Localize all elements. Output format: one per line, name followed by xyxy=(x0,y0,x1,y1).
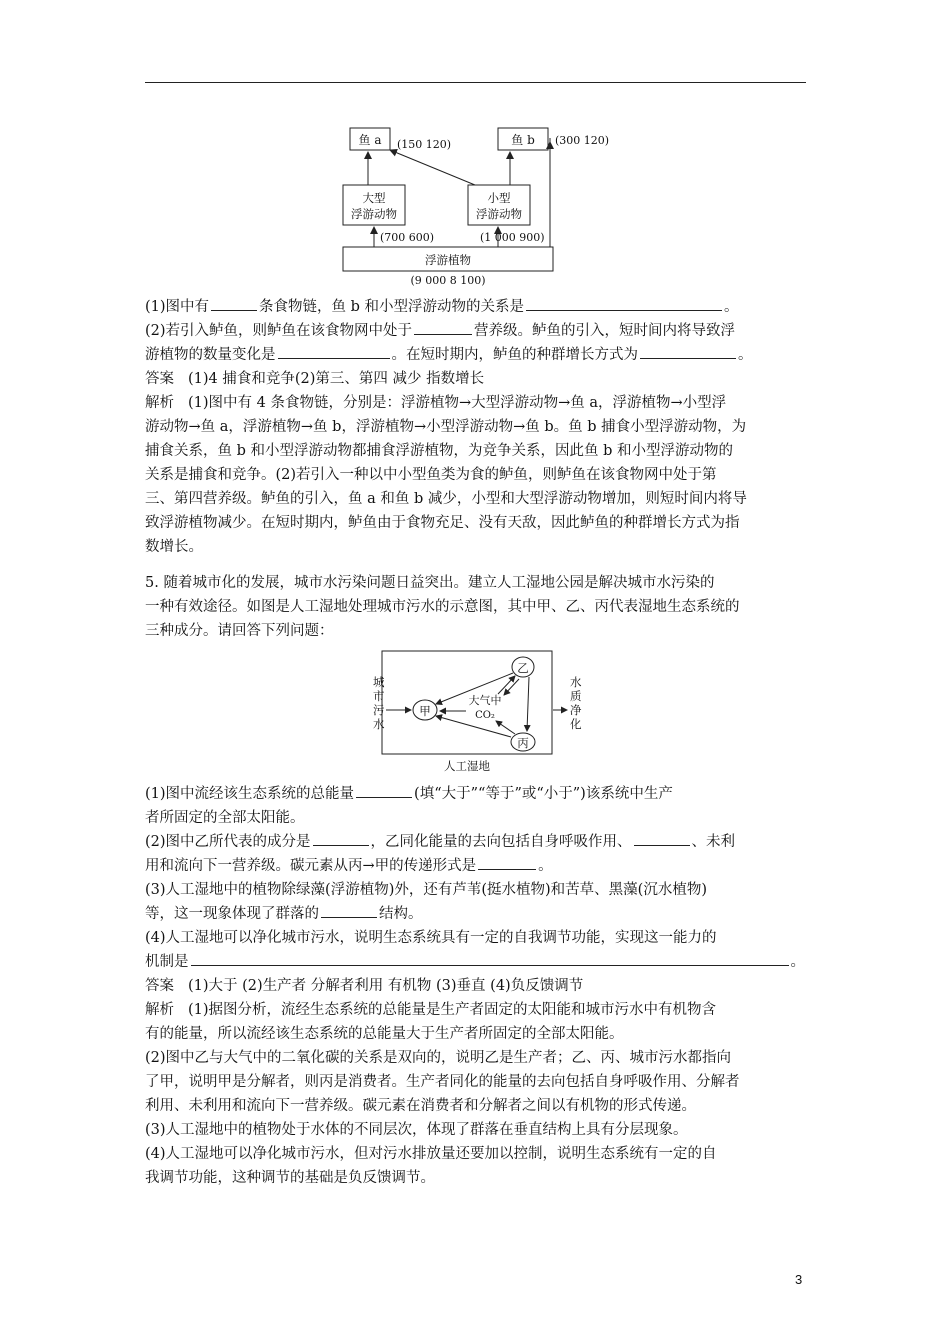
right-label-char: 质 xyxy=(570,689,582,703)
q5-intro-line: 5. 随着城市化的发展，城市水污染问题日益突出。建立人工湿地公园是解决城市水污染的 xyxy=(145,575,715,591)
q4-analysis-line: 游动物→鱼 a，浮游植物→鱼 b，浮游植物→小型浮游动物→鱼 b。鱼 b 捕食小型浮游动物，为 xyxy=(145,419,747,435)
q5-analysis-line: (4)人工湿地可以净化城市污水，但对污水排放量还要加以控制，说明生态系统有一定的自 xyxy=(145,1146,717,1162)
blank-chain-count[interactable] xyxy=(211,296,257,311)
left-label-char: 城 xyxy=(373,675,385,689)
blank-yi-component[interactable] xyxy=(313,831,369,846)
arrow-bing-to-co2 xyxy=(496,721,515,734)
q5-s2-line2: 用和流向下一营养级。碳元素从丙→甲的传递形式是 。 xyxy=(145,855,815,878)
large-zoo-l1: 大型 xyxy=(362,191,386,205)
node-yi-label: 乙 xyxy=(517,661,529,675)
q4-line3: 游植物的数量变化是 。在短时期内，鲈鱼的种群增长方式为 。 xyxy=(145,344,815,367)
q4-line2: (2)若引入鲈鱼，则鲈鱼在该食物网中处于 营养级。鲈鱼的引入，短时间内将导致浮 xyxy=(145,320,815,343)
small-zoo-values: (1 000 900) xyxy=(480,231,545,244)
q5-intro-line: 一种有效途径。如图是人工湿地处理城市污水的示意图，其中甲、乙、丙代表湿地生态系统的 xyxy=(145,599,740,615)
q5-analysis-line: (3)人工湿地中的植物处于水体的不同层次，体现了群落在垂直结构上具有分层现象。 xyxy=(145,1122,688,1138)
blank-quantity-change[interactable] xyxy=(278,344,390,359)
q5-answer: 答案 (1)大于 (2)生产者 分解者利用 有机物 (3)垂直 (4)负反馈调节 xyxy=(145,978,584,994)
q4-analysis-line: 关系是捕食和竞争。(2)若引入一种以中小型鱼类为食的鲈鱼，则鲈鱼在该食物网中处于第 xyxy=(145,467,717,483)
wetland-caption: 人工湿地 xyxy=(444,759,490,773)
q5-analysis-line: 解析 (1)据图分析，流经生态系统的总能量是生产者固定的太阳能和城市污水中有机物含 xyxy=(145,1002,717,1018)
q4-analysis-line: 数增长。 xyxy=(145,539,203,555)
arrow-small-to-fish-a xyxy=(390,150,475,185)
right-label-char: 化 xyxy=(570,717,582,731)
q5-s4-line1: (4)人工湿地可以净化城市污水，说明生态系统具有一定的自我调节功能，实现这一能力的 xyxy=(145,930,717,946)
q5-s1-line1: (1)图中流经该生态系统的总能量 (填“大于”“等于”或“小于”)该系统中生产 xyxy=(145,783,815,806)
food-web-diagram xyxy=(335,120,625,290)
q5-intro-line: 三种成分。请回答下列问题： xyxy=(145,623,334,639)
left-label-char: 水 xyxy=(373,717,385,731)
node-bing-label: 丙 xyxy=(517,736,529,750)
large-zoo-values: (700 600) xyxy=(380,231,435,244)
q5-s3-line1: (3)人工湿地中的植物除绿藻(浮游植物)外，还有芦苇(挺水植物)和苦草、黑藻(沉水植物) xyxy=(145,882,707,898)
q5-analysis-line: 了甲，说明甲是分解者，则丙是消费者。生产者同化的能量的去向包括自身呼吸作用、分解者 xyxy=(145,1074,740,1090)
large-zoo-l2: 浮游动物 xyxy=(351,207,397,221)
phyto-values: (9 000 8 100) xyxy=(410,274,486,287)
arrow-yi-to-bing xyxy=(527,677,529,731)
q5-s2-line1: (2)图中乙所代表的成分是 ，乙同化能量的去向包括自身呼吸作用、 、未利 xyxy=(145,831,815,854)
blank-growth-mode[interactable] xyxy=(640,344,736,359)
fish-a-values: (150 120) xyxy=(397,138,452,151)
right-label-char: 净 xyxy=(570,703,582,717)
blank-relation[interactable] xyxy=(526,296,722,311)
q4-analysis-line: 捕食关系，鱼 b 和小型浮游动物都捕食浮游植物，为竞争关系，因此鱼 b 和小型浮游动物的 xyxy=(145,443,733,459)
blank-mechanism[interactable] xyxy=(191,951,789,966)
node-jia-label: 甲 xyxy=(419,704,431,718)
q5-analysis-line: 有的能量，所以流经该生态系统的总能量大于生产者所固定的全部太阳能。 xyxy=(145,1026,624,1042)
phyto-label: 浮游植物 xyxy=(425,253,471,267)
q5-s1-line2: 者所固定的全部太阳能。 xyxy=(145,810,305,826)
right-label-char: 水 xyxy=(570,675,582,689)
arrow-yi-to-co2 xyxy=(504,679,519,695)
fish-b-values: (300 120) xyxy=(555,134,610,147)
small-zoo-l1: 小型 xyxy=(487,191,511,205)
q5-analysis-line: 我调节功能，这种调节的基础是负反馈调节。 xyxy=(145,1170,435,1186)
arrow-co2-to-yi xyxy=(498,676,515,694)
small-zoo-l2: 浮游动物 xyxy=(476,207,522,221)
co2-label: CO₂ xyxy=(475,710,495,721)
header-rule xyxy=(145,82,806,83)
q4-analysis-line: 解析 (1)图中有 4 条食物链，分别是：浮游植物→大型浮游动物→鱼 a，浮游植物→小型浮 xyxy=(145,395,727,411)
atmosphere-label: 大气中 xyxy=(468,694,502,707)
q5-analysis-line: (2)图中乙与大气中的二氧化碳的关系是双向的，说明乙是生产者；乙、丙、城市污水都指向 xyxy=(145,1050,732,1066)
q4-answer: 答案 (1)4 捕食和竞争(2)第三、第四 减少 指数增长 xyxy=(145,371,485,387)
q4-analysis-line: 致浮游植物减少。在短时期内，鲈鱼由于食物充足、没有天敌，因此鲈鱼的种群增长方式为指 xyxy=(145,515,740,531)
page-number: 3 xyxy=(795,1272,803,1287)
fish-b-label: 鱼 b xyxy=(511,133,535,147)
q5-s4-line2: 机制是 。 xyxy=(145,951,815,974)
blank-total-energy[interactable] xyxy=(356,783,412,798)
blank-carbon-form[interactable] xyxy=(478,855,536,870)
blank-trophic-level[interactable] xyxy=(414,320,472,335)
arrow-bing-to-jia xyxy=(436,716,511,737)
blank-community-structure[interactable] xyxy=(321,903,377,918)
wetland-diagram xyxy=(370,648,585,776)
q4-line1: (1)图中有 条食物链，鱼 b 和小型浮游动物的关系是 。 xyxy=(145,296,815,319)
q5-analysis-line: 利用、未利用和流向下一营养级。碳元素在消费者和分解者之间以有机物的形式传递。 xyxy=(145,1098,696,1114)
q4-analysis-line: 三、第四营养级。鲈鱼的引入，鱼 a 和鱼 b 减少，小型和大型浮游动物增加，则短时间内将导 xyxy=(145,491,747,507)
q5-s3-line2: 等，这一现象体现了群落的 结构。 xyxy=(145,903,815,926)
blank-energy-destination[interactable] xyxy=(634,831,690,846)
left-label-char: 市 xyxy=(373,689,385,703)
left-label-char: 污 xyxy=(373,703,385,717)
fish-a-label: 鱼 a xyxy=(358,133,382,147)
